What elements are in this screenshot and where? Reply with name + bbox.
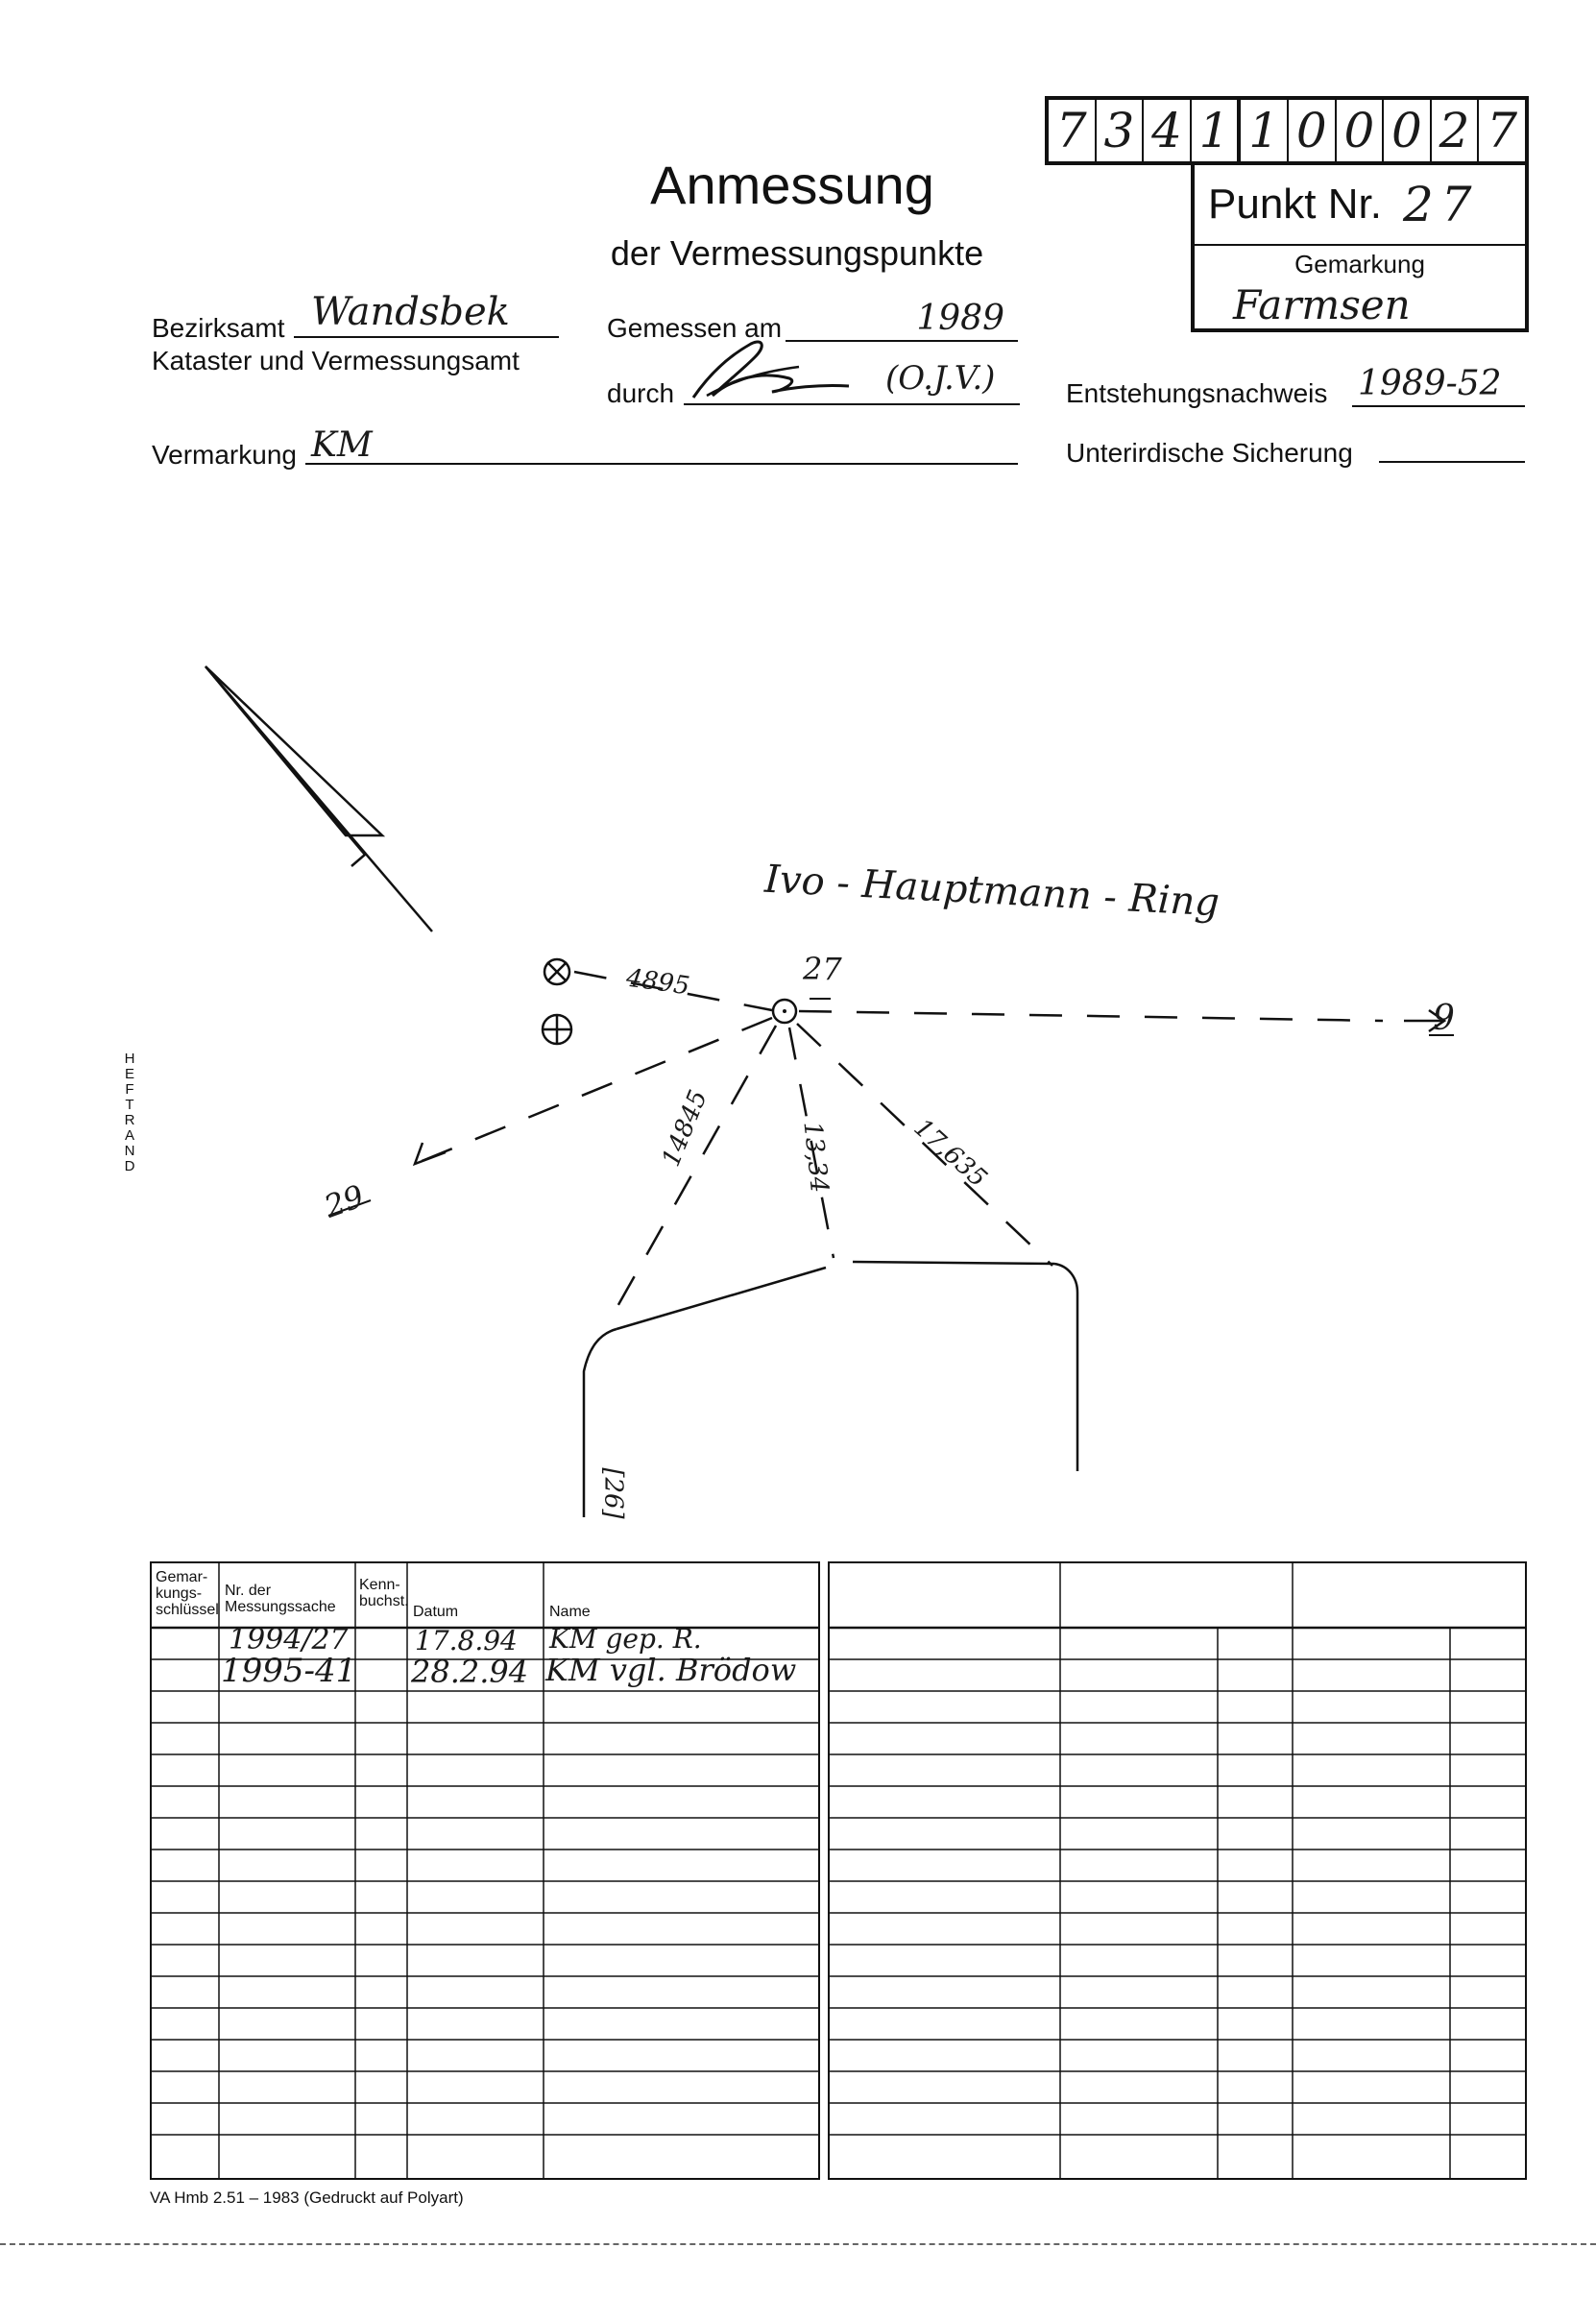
ref-digit: 7	[1049, 100, 1097, 161]
table-row-1-name: KM gep. R.	[549, 1623, 702, 1655]
point-label: 27	[803, 951, 842, 987]
ref-digit: 7	[1487, 103, 1518, 158]
col-header-gemarkungsschluessel: Gemar- kungs- schlüssel	[156, 1569, 219, 1618]
entstehungsnachweis-label: Entstehungsnachweis	[1066, 378, 1328, 408]
ref-digit: 1	[1241, 100, 1289, 161]
measure-2: 13,34	[797, 1120, 834, 1195]
table-grid-right	[830, 1563, 1525, 2178]
col-header-name: Name	[549, 1604, 591, 1620]
house-number: [26]	[598, 1467, 628, 1519]
table-row-2-datum: 28.2.94	[411, 1654, 529, 1690]
heftrand-margin-label: HEFTRAND	[124, 1051, 135, 1174]
measure-1: 14845	[656, 1086, 713, 1171]
ref-digit: 0	[1384, 100, 1432, 161]
gemessen-am-label: Gemessen am	[607, 313, 783, 343]
gemarkung-value: Farmsen	[1233, 281, 1411, 328]
direction-line	[415, 1018, 772, 1164]
ref-digit: 2	[1432, 100, 1480, 161]
direction-line	[799, 1011, 1383, 1021]
unterirdische-sicherung-label: Unterirdische Sicherung	[1066, 438, 1353, 468]
form-footer: VA Hmb 2.51 – 1983 (Gedruckt auf Polyart)	[150, 2188, 464, 2207]
col-header-kennbuchst: Kenn- buchst.	[359, 1577, 409, 1609]
col-header-nr: Nr. der Messungssache	[225, 1583, 336, 1615]
table-row-2-nr: 1995-41	[221, 1652, 357, 1690]
durch-value: (O.J.V.)	[885, 359, 996, 398]
page-subtitle: der Vermessungspunkte	[610, 233, 984, 273]
punkt-label: Punkt Nr.	[1208, 181, 1382, 228]
ref-digit: 1	[1192, 100, 1242, 161]
direction-right-label: 9	[1433, 999, 1455, 1038]
bezirksamt-value: Wandsbek	[294, 288, 559, 338]
street-name: Ivo - Hauptmann - Ring	[763, 857, 1221, 926]
table-row-2-name: KM vgl. Brödow	[545, 1652, 797, 1688]
north-arrow-icon	[206, 666, 432, 931]
table-row-1-nr: 1994/27	[229, 1623, 349, 1656]
page-edge	[0, 2243, 1596, 2245]
arrow-left-icon	[415, 1143, 446, 1164]
ref-digit: 0	[1337, 100, 1385, 161]
direction-left-label: 29	[319, 1177, 369, 1225]
building-outline	[584, 1262, 1077, 1517]
entstehungsnachweis-value: 1989-52	[1352, 363, 1525, 407]
record-table	[150, 1561, 820, 2180]
bezirksamt-label: Bezirksamt	[152, 313, 285, 343]
measure-top: 4895	[624, 963, 691, 1002]
punkt-value: 27	[1402, 177, 1480, 232]
measure-3: 17,635	[907, 1113, 993, 1194]
col-header-datum: Datum	[413, 1604, 459, 1620]
gemarkung-label: Gemarkung	[1294, 250, 1425, 278]
table-row-1-datum: 17.8.94	[415, 1625, 518, 1656]
ref-digit: 4	[1144, 100, 1192, 161]
measure-line	[607, 1026, 776, 1325]
crossed-circle-icon	[543, 959, 571, 1044]
gemessen-am-value: 1989	[786, 298, 1018, 342]
vermarkung-label: Vermarkung	[152, 440, 297, 470]
ref-digit: 0	[1289, 100, 1337, 161]
record-table-right	[828, 1561, 1527, 2180]
durch-label: durch	[607, 378, 675, 408]
kataster-label: Kataster und Vermessungsamt	[152, 346, 520, 375]
ref-digit: 3	[1097, 100, 1145, 161]
vermarkung-value: KM	[305, 428, 1018, 465]
page-title: Anmessung	[650, 155, 934, 215]
